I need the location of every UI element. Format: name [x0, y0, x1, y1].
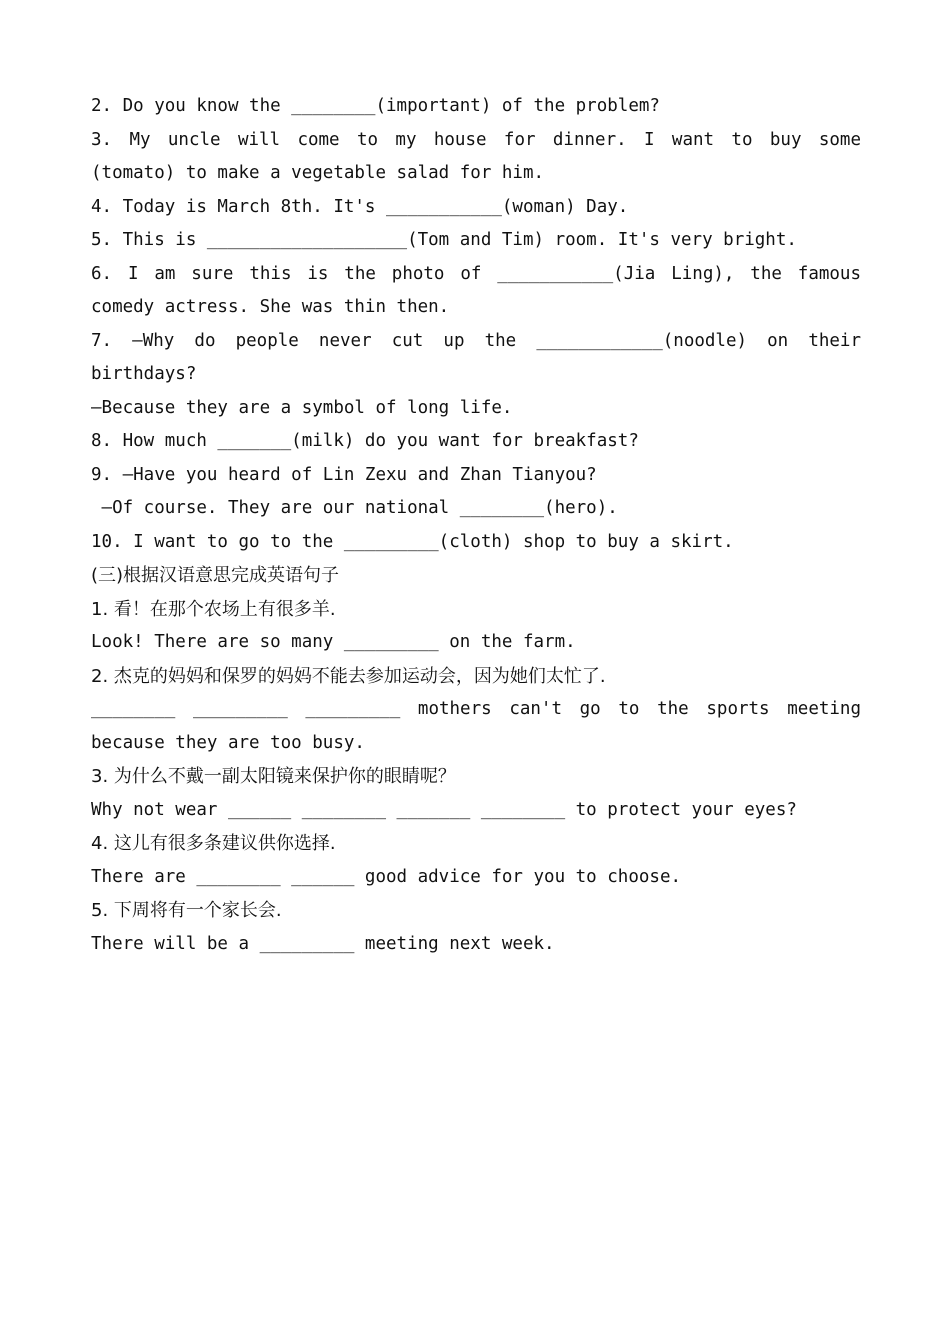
exercise-9-answer: —Of course. They are our national ________(hero).	[91, 498, 618, 518]
exercise-3-line-1: 3. My uncle will come to my house for dinner. I want to buy some	[91, 129, 861, 150]
translation-1-english: Look! There are so many _________ on the farm.	[91, 632, 576, 652]
section-3-heading: (三)根据汉语意思完成英语句子	[91, 565, 340, 586]
exercise-3-line-2: (tomato) to make a vegetable salad for him.	[91, 163, 545, 183]
translation-5-chinese: 5. 下周将有一个家长会.	[91, 900, 282, 921]
exercise-2-line: 2. Do you know the ________(important) of the problem?	[91, 96, 660, 116]
translation-2-chinese: 2. 杰克的妈妈和保罗的妈妈不能去参加运动会，因为她们太忙了.	[91, 665, 606, 687]
translation-5-english: There will be a _________ meeting next week.	[91, 933, 555, 954]
translation-4-english: There are ________ ______ good advice for you to choose.	[91, 866, 682, 887]
exercise-8-line: 8. How much _______(milk) do you want for breakfast?	[91, 431, 639, 451]
exercise-9-line-1: 9. —Have you heard of Lin Zexu and Zhan Tianyou?	[91, 464, 597, 485]
exercise-6-line-1: 6. I am sure this is the photo of ___________(Jia Ling), the famous	[91, 263, 861, 284]
translation-2-english-2: because they are too busy.	[91, 732, 365, 753]
translation-2-english-1: ________ _________ _________ mothers can't go to the sports meeting	[91, 699, 861, 719]
exercise-7-line-2: birthdays?	[91, 364, 197, 384]
exercise-7-answer: —Because they are a symbol of long life.	[91, 397, 513, 418]
exercise-6-line-2: comedy actress. She was thin then.	[91, 297, 450, 317]
exercise-4-line: 4. Today is March 8th. It's ___________(woman) Day.	[91, 196, 629, 217]
translation-4-chinese: 4. 这儿有很多条建议供你选择.	[91, 833, 336, 854]
exercise-7-line-1: 7. —Why do people never cut up the ____________(noodle) on their	[91, 330, 861, 351]
document-page	[91, 90, 861, 961]
translation-1-chinese: 1. 看！在那个农场上有很多羊.	[91, 598, 336, 620]
translation-3-chinese: 3. 为什么不戴一副太阳镜来保护你的眼睛呢？	[91, 766, 456, 787]
exercise-10-line: 10. I want to go to the _________(cloth) shop to buy a skirt.	[91, 531, 734, 552]
translation-3-english: Why not wear ______ ________ _______ ________ to protect your eyes?	[91, 799, 797, 820]
exercise-5-line: 5. This is ___________________(Tom and Tim) room. It's very bright.	[91, 230, 797, 250]
